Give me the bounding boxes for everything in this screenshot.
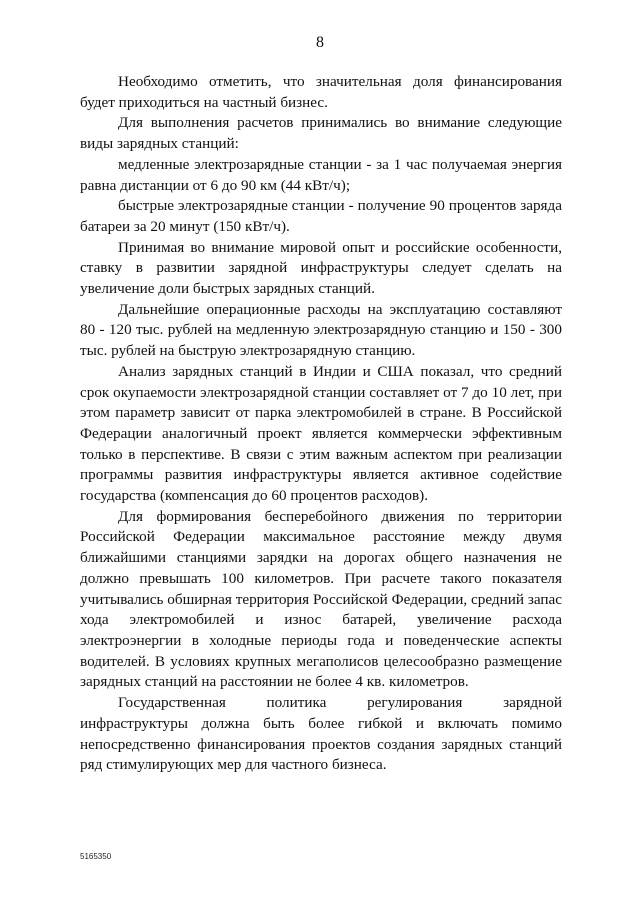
paragraph: Дальнейшие операционные расходы на эксплуатацию составляют 80 - 120 тыс. рублей на медленную электрозарядную станцию и 150 - 300 тыс. рублей на быструю электрозарядную станцию. [80,300,562,360]
paragraph: Анализ зарядных станций в Индии и США показал, что средний срок окупаемости электрозарядной станции составляет от 7 до 10 лет, при этом параметр зависит от парка электромобилей в стране. В Российской Федерации аналогичный проект является коммерчески эффективным только в перспективе. В связи с этим важным аспектом при реализации программы развития инфраструктуры является активное содействие государства (компенсация до 60 процентов расходов). [80,362,562,505]
paragraph: Для выполнения расчетов принимались во внимание следующие виды зарядных станций: [80,114,562,153]
paragraph: Для формирования бесперебойного движения по территории Российской Федерации максимальное расстояние между двумя ближайшими станциями зарядки на дорогах общего назначения не должно превышать 100 километров. При расчете такого показателя учитывались обширная территория Российской Федерации, средний запас хода электромобилей и износ батарей, увеличение расхода электроэнергии в холодные периоды года и поведенческие аспекты водителей. В условиях крупных мегаполисов целесообразно размещение зарядных станций на расстоянии не более 4 кв. километров. [80,507,562,691]
list-item: медленные электрозарядные станции - за 1 час получаемая энергия равна дистанции от 6 до 90 км (44 кВт/ч); [80,155,562,194]
paragraph: Необходимо отметить, что значительная доля финансирования будет приходиться на частный бизнес. [80,73,562,111]
list-item: быстрые электрозарядные станции - получение 90 процентов заряда батареи за 20 минут (150 кВт/ч). [80,197,562,235]
paragraph: Государственная политика регулирования зарядной инфраструктуры должна быть более гибкой и включать помимо непосредственно финансирования проектов создания зарядных станций ряд стимулирующих мер для частного бизнеса. [80,694,562,774]
paragraph: Принимая во внимание мировой опыт и российские особенности, ставку в развитии зарядной инфраструктуры следует сделать на увеличение доли быстрых зарядных станций. [80,238,562,298]
document-code: 5165350 [80,852,112,861]
page-number: 8 [316,34,324,51]
document-body [80,72,562,776]
